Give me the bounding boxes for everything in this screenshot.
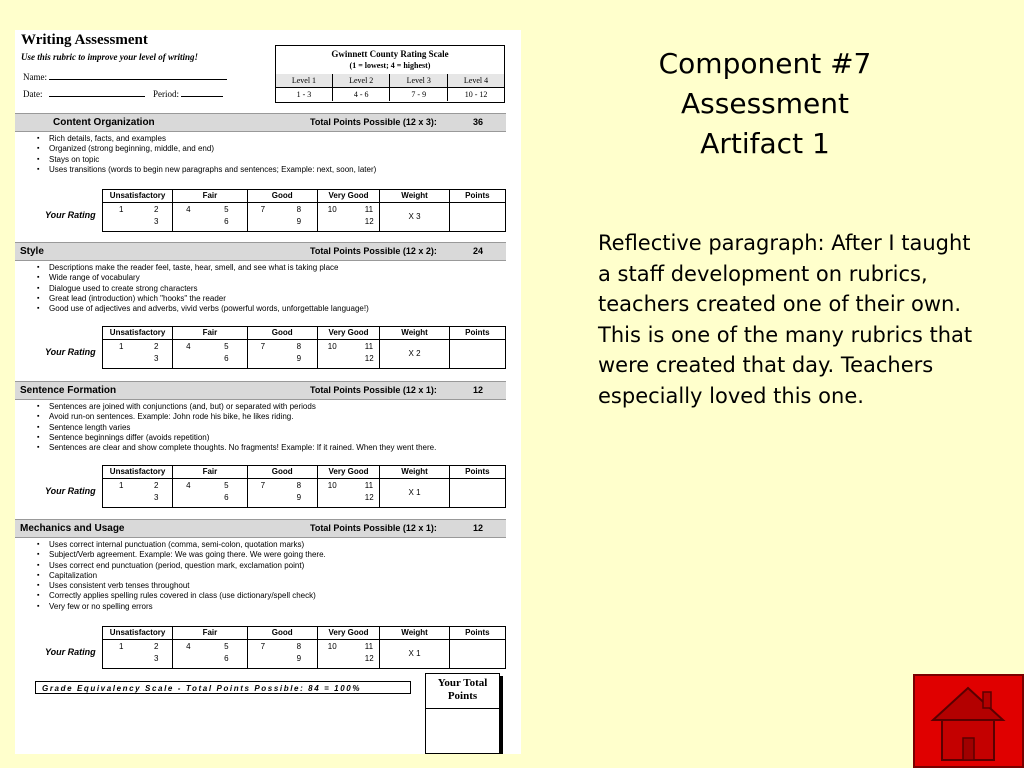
section-total-label: Total Points Possible (12 x 1): — [310, 523, 437, 533]
section-total-label: Total Points Possible (12 x 3): — [310, 117, 437, 127]
criteria-item: ▪ Organized (strong beginning, middle, and end) — [37, 144, 376, 154]
rating-number: 12 — [364, 217, 374, 226]
rating-number: 5 — [224, 342, 229, 351]
rating-number: 8 — [296, 481, 302, 490]
rating-number: 10 — [327, 205, 337, 214]
rating-number: 4 — [186, 642, 191, 651]
rating-cell[interactable] — [103, 479, 173, 508]
points-cell[interactable] — [449, 203, 505, 232]
rubric-title: Writing Assessment — [21, 32, 148, 48]
scale-subtitle: (1 = lowest; 4 = highest) — [349, 61, 431, 70]
period-label: Period: — [153, 89, 179, 99]
rating-header: Good — [247, 190, 317, 203]
rating-number: 2 — [154, 481, 159, 490]
rating-number: 5 — [224, 481, 229, 490]
name-label: Name: — [23, 72, 47, 82]
rating-header: Points — [449, 627, 505, 640]
points-cell[interactable] — [449, 340, 505, 369]
rating-header: Good — [247, 466, 317, 479]
rating-header: Weight — [380, 627, 449, 640]
rating-cell[interactable] — [173, 340, 247, 369]
section-total-value: 12 — [473, 385, 484, 395]
criteria-item: ▪ Avoid run-on sentences. Example: John rode his bike, he likes riding. — [37, 412, 436, 422]
scale-level: Level 1 — [276, 74, 332, 88]
rating-header: Fair — [173, 327, 247, 340]
rating-number: 4 — [186, 205, 191, 214]
rating-number: 6 — [224, 493, 229, 502]
rating-number: 2 — [154, 642, 159, 651]
rating-header: Weight — [380, 466, 449, 479]
rating-number: 11 — [364, 205, 374, 214]
rating-number: 11 — [364, 481, 374, 490]
criteria-list — [37, 540, 326, 612]
section-header — [15, 242, 506, 261]
rating-number: 5 — [224, 642, 229, 651]
criteria-item: ▪ Subject/Verb agreement. Example: We was going there. We were going there. — [37, 550, 326, 560]
grade-equivalency-scale: Grade Equivalency Scale - Total Points Possible: 84 = 100% — [35, 681, 411, 694]
rating-number: 2 — [154, 342, 159, 351]
points-cell[interactable] — [449, 479, 505, 508]
rating-number: 11 — [364, 342, 374, 351]
section-header — [15, 519, 506, 538]
rating-header: Unsatisfactory — [103, 190, 173, 203]
rating-header: Very Good — [317, 190, 380, 203]
rating-cell[interactable] — [247, 479, 317, 508]
rating-number: 3 — [154, 654, 159, 663]
rating-number: 8 — [296, 342, 302, 351]
your-rating-label: Your Rating — [45, 347, 96, 357]
section-name: Sentence Formation — [20, 385, 117, 396]
rating-cell[interactable] — [247, 640, 317, 669]
section-header — [15, 381, 506, 400]
your-rating-label: Your Rating — [45, 647, 96, 657]
criteria-item: ▪ Very few or no spelling errors — [37, 602, 326, 612]
rating-scale-box — [275, 45, 505, 103]
section-total-label: Total Points Possible (12 x 1): — [310, 385, 437, 395]
your-rating-label: Your Rating — [45, 210, 96, 220]
criteria-item: ▪ Wide range of vocabulary — [37, 273, 369, 283]
period-line — [181, 87, 223, 97]
rating-number: 6 — [224, 354, 229, 363]
date-row — [23, 87, 223, 99]
section-total-label: Total Points Possible (12 x 2): — [310, 246, 437, 256]
scale-title: Gwinnett County Rating Scale — [331, 49, 449, 59]
rubric-document — [15, 30, 521, 754]
section-total-value: 12 — [473, 523, 484, 533]
rating-number: 6 — [224, 217, 229, 226]
rating-cell[interactable] — [173, 640, 247, 669]
section-name: Style — [20, 246, 44, 257]
rating-header: Weight — [380, 190, 449, 203]
rating-number: 4 — [186, 481, 191, 490]
section-name: Mechanics and Usage — [20, 523, 125, 534]
criteria-list — [37, 134, 376, 175]
rubric-subtitle: Use this rubric to improve your level of writing! — [21, 52, 199, 62]
rating-header: Fair — [173, 466, 247, 479]
weight-cell: X 1 — [380, 640, 449, 669]
rating-header: Good — [247, 627, 317, 640]
rating-number: 1 — [119, 205, 124, 214]
scale-range: 4 - 6 — [332, 88, 390, 102]
section-name: Content Organization — [53, 117, 155, 128]
points-cell[interactable] — [449, 640, 505, 669]
rating-header: Fair — [173, 627, 247, 640]
home-button[interactable] — [913, 674, 1024, 768]
scale-range: 10 - 12 — [448, 88, 504, 102]
your-total-points-box — [425, 673, 500, 754]
criteria-item: ▪ Capitalization — [37, 571, 326, 581]
criteria-item: ▪ Good use of adjectives and adverbs, vivid verbs (powerful words, unforgettable language!) — [37, 304, 369, 314]
rating-header: Unsatisfactory — [103, 327, 173, 340]
criteria-item: ▪ Stays on topic — [37, 155, 376, 165]
weight-cell: X 2 — [380, 340, 449, 369]
rating-number: 3 — [154, 217, 159, 226]
rating-cell[interactable] — [317, 479, 380, 508]
rating-header: Unsatisfactory — [103, 627, 173, 640]
criteria-item: ▪ Descriptions make the reader feel, taste, hear, smell, and see what is taking place — [37, 263, 369, 273]
name-row — [23, 70, 227, 82]
criteria-item: ▪ Uses consistent verb tenses throughout — [37, 581, 326, 591]
date-label: Date: — [23, 89, 43, 99]
rating-number: 5 — [224, 205, 229, 214]
name-line — [49, 70, 227, 80]
rating-header: Fair — [173, 190, 247, 203]
slide-title: Component #7 Assessment Artifact 1 — [658, 47, 872, 160]
rating-number: 7 — [260, 205, 266, 214]
criteria-item: ▪ Sentence length varies — [37, 423, 436, 433]
rating-number: 9 — [296, 217, 302, 226]
rating-cell[interactable] — [247, 340, 317, 369]
rating-cell[interactable] — [103, 340, 173, 369]
reflective-paragraph: Reflective paragraph: After I taught a staff development on rubrics, teachers created one of their own. This is one of the many rubrics that were created that day. Teachers especially loved this one. — [598, 231, 973, 408]
rating-table — [102, 189, 506, 232]
your-total-points-label: Your Total Points — [426, 674, 499, 709]
criteria-item: ▪ Sentences are joined with conjunctions (and, but) or separated with periods — [37, 402, 436, 412]
criteria-item: ▪ Great lead (introduction) which "hooks" the reader — [37, 294, 369, 304]
rating-table — [102, 465, 506, 508]
rating-header: Points — [449, 190, 505, 203]
criteria-item: ▪ Correctly applies spelling rules covered in class (use dictionary/spell check) — [37, 591, 326, 601]
rating-cell[interactable] — [317, 640, 380, 669]
rating-number: 8 — [296, 205, 302, 214]
criteria-list — [37, 263, 369, 314]
scale-table — [276, 74, 504, 101]
rating-number: 1 — [119, 481, 124, 490]
home-icon — [915, 676, 1022, 766]
rating-number: 9 — [296, 654, 302, 663]
criteria-item: ▪ Sentence beginnings differ (avoids repetition) — [37, 433, 436, 443]
criteria-item: ▪ Rich details, facts, and examples — [37, 134, 376, 144]
criteria-item: ▪ Uses correct end punctuation (period, question mark, exclamation point) — [37, 561, 326, 571]
date-line — [49, 87, 145, 97]
rating-cell[interactable] — [317, 203, 380, 232]
weight-cell: X 1 — [380, 479, 449, 508]
rating-number: 9 — [296, 354, 302, 363]
rating-header: Points — [449, 466, 505, 479]
rating-number: 9 — [296, 493, 302, 502]
rating-cell[interactable] — [103, 203, 173, 232]
scale-level: Level 2 — [332, 74, 390, 88]
weight-cell: X 3 — [380, 203, 449, 232]
rating-header: Good — [247, 327, 317, 340]
rating-number: 7 — [260, 481, 266, 490]
scale-range: 7 - 9 — [390, 88, 448, 102]
rating-number: 11 — [364, 642, 374, 651]
rating-cell[interactable] — [173, 203, 247, 232]
rating-table — [102, 626, 506, 669]
rating-number: 4 — [186, 342, 191, 351]
rating-number: 12 — [364, 354, 374, 363]
rating-cell[interactable] — [103, 640, 173, 669]
rating-number: 10 — [327, 642, 337, 651]
criteria-item: ▪ Dialogue used to create strong characters — [37, 284, 369, 294]
scale-level: Level 4 — [448, 74, 504, 88]
section-total-value: 36 — [473, 117, 484, 127]
rating-number: 2 — [154, 205, 159, 214]
rating-number: 3 — [154, 493, 159, 502]
criteria-list — [37, 402, 436, 453]
section-header — [15, 113, 506, 132]
scale-level: Level 3 — [390, 74, 448, 88]
rating-number: 6 — [224, 654, 229, 663]
rating-table — [102, 326, 506, 369]
rating-number: 12 — [364, 654, 374, 663]
rating-cell[interactable] — [247, 203, 317, 232]
criteria-item: ▪ Uses transitions (words to begin new paragraphs and sentences; Example: next, soon, later) — [37, 165, 376, 175]
scale-range: 1 - 3 — [276, 88, 332, 102]
section-total-value: 24 — [473, 246, 484, 256]
rating-header: Unsatisfactory — [103, 466, 173, 479]
rating-number: 1 — [119, 642, 124, 651]
rating-number: 7 — [260, 342, 266, 351]
rating-number: 10 — [327, 342, 337, 351]
rating-number: 3 — [154, 354, 159, 363]
rating-number: 10 — [327, 481, 337, 490]
rating-header: Points — [449, 327, 505, 340]
rating-header: Very Good — [317, 327, 380, 340]
rating-number: 12 — [364, 493, 374, 502]
rating-number: 8 — [296, 642, 302, 651]
rating-number: 1 — [119, 342, 124, 351]
criteria-item: ▪ Sentences are clear and show complete thoughts. No fragments! Example: If it rained. When they went there. — [37, 443, 436, 453]
rating-header: Very Good — [317, 466, 380, 479]
your-rating-label: Your Rating — [45, 486, 96, 496]
criteria-item: ▪ Uses correct internal punctuation (comma, semi-colon, quotation marks) — [37, 540, 326, 550]
rating-cell[interactable] — [317, 340, 380, 369]
rating-header: Very Good — [317, 627, 380, 640]
rating-cell[interactable] — [173, 479, 247, 508]
rating-number: 7 — [260, 642, 266, 651]
rating-header: Weight — [380, 327, 449, 340]
